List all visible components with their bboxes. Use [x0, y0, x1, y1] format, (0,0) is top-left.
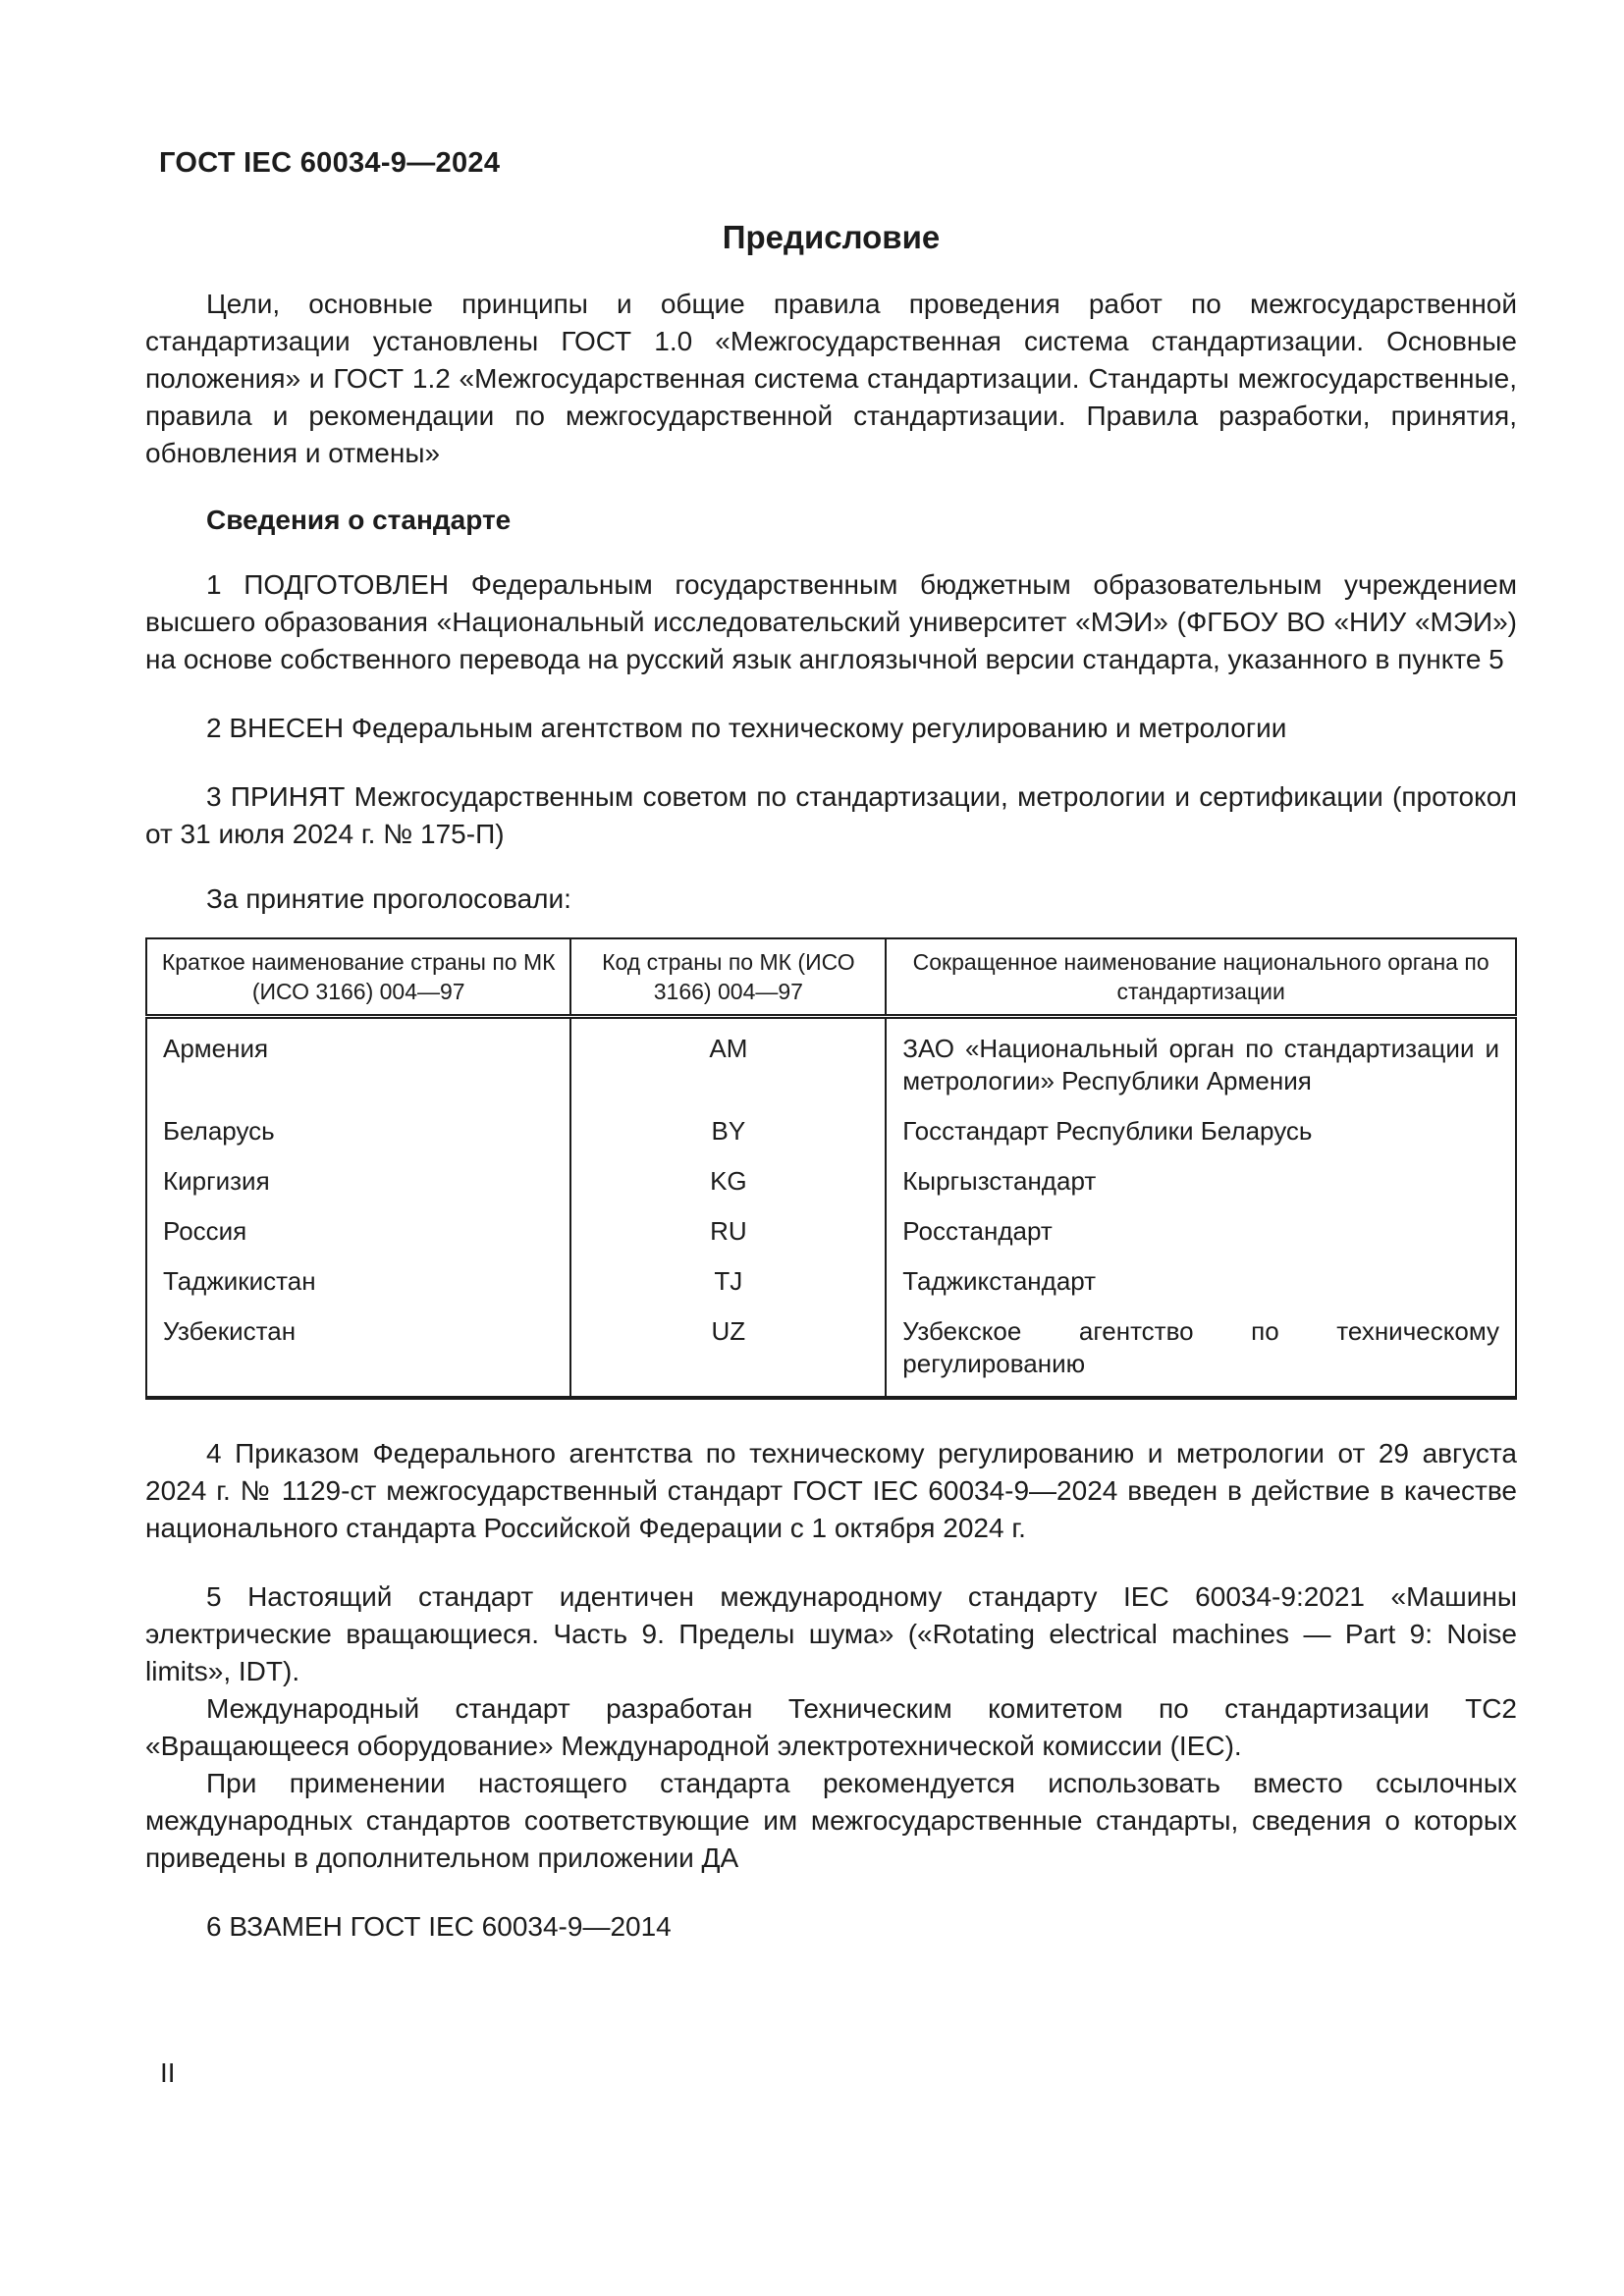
column-header-code: Код страны по МК (ИСО 3166) 004—97 [570, 938, 886, 1017]
column-header-country: Краткое наименование страны по МК (ИСО 3166) 004—97 [146, 938, 570, 1017]
clause-6: 6 ВЗАМЕН ГОСТ IEC 60034-9—2014 [206, 1911, 672, 1942]
clause-4: 4 Приказом Федерального агентства по техническому регулированию и метрологии от 29 августа 2024 г. № 1129-ст межгосударственный стандарт ГОСТ IEC 60034-9—2024 введен в действие в качестве национального стандарта Российской Федерации с 1 октября 2024 г. [145, 1438, 1517, 1543]
voting-table [145, 937, 1517, 1400]
clause-2: 2 ВНЕСЕН Федеральным агентством по техническому регулированию и метрологии [206, 713, 1287, 743]
clause-3: 3 ПРИНЯТ Межгосударственным советом по стандартизации, метрологии и сертификации (протокол от 31 июля 2024 г. № 175-П) [145, 781, 1517, 849]
table-header-row [146, 938, 1516, 1017]
table-row: Армения AM ЗАО «Национальный орган по стандартизации и метрологии» Республики Армения [146, 1017, 1516, 1107]
table-row: Беларусь BY Госстандарт Республики Беларусь [146, 1106, 1516, 1156]
intro-paragraph: Цели, основные принципы и общие правила проведения работ по межгосударственной стандартизации установлены ГОСТ 1.0 «Межгосударственная система стандартизации. Основные положения» и ГОСТ 1.2 «Межгосударственная система стандартизации. Стандарты межгосударственные, правила и рекомендации по межгосударственной стандартизации. Правила разработки, принятия, обновления и отмены» [145, 289, 1517, 468]
page-title: Предисловие [722, 219, 941, 255]
table-row: Россия RU Росстандарт [146, 1206, 1516, 1256]
clause-5-recommendation: При применении настоящего стандарта рекомендуется использовать вместо ссылочных международных стандартов соответствующие им межгосударственные стандарты, сведения о которых приведены в дополнительном приложении ДА [145, 1768, 1517, 1873]
clause-5-developer: Международный стандарт разработан Техническим комитетом по стандартизации ТС2 «Вращающееся оборудование» Международной электротехнической комиссии (IEC). [145, 1693, 1517, 1761]
voting-table-head [146, 938, 1516, 1017]
table-row: Киргизия KG Кыргызстандарт [146, 1156, 1516, 1206]
clause-1: 1 ПОДГОТОВЛЕН Федеральным государственным бюджетным образовательным учреждением высшего образования «Национальный исследовательский университет «МЭИ» (ФГБОУ ВО «НИУ «МЭИ») на основе собственного перевода на русский язык англоязычной версии стандарта, указанного в пункте 5 [145, 569, 1517, 674]
page-number: II [160, 2057, 176, 2088]
voting-table-body [146, 1017, 1516, 1399]
section-heading: Сведения о стандарте [206, 505, 512, 535]
page-content [145, 147, 1517, 1946]
clause-5: 5 Настоящий стандарт идентичен международному стандарту IEC 60034-9:2021 «Машины электрические вращающиеся. Часть 9. Пределы шума» («Rotating electrical machines — Part 9: Noise limits», IDT). [145, 1581, 1517, 1686]
table-row: Узбекистан UZ Узбекское агентство по техническому регулированию [146, 1307, 1516, 1398]
running-header: ГОСТ IEC 60034-9—2024 [159, 147, 501, 179]
table-row: Таджикистан TJ Таджикстандарт [146, 1256, 1516, 1307]
column-header-body: Сокращенное наименование национального органа по стандартизации [886, 938, 1516, 1017]
vote-intro: За принятие проголосовали: [206, 883, 571, 914]
